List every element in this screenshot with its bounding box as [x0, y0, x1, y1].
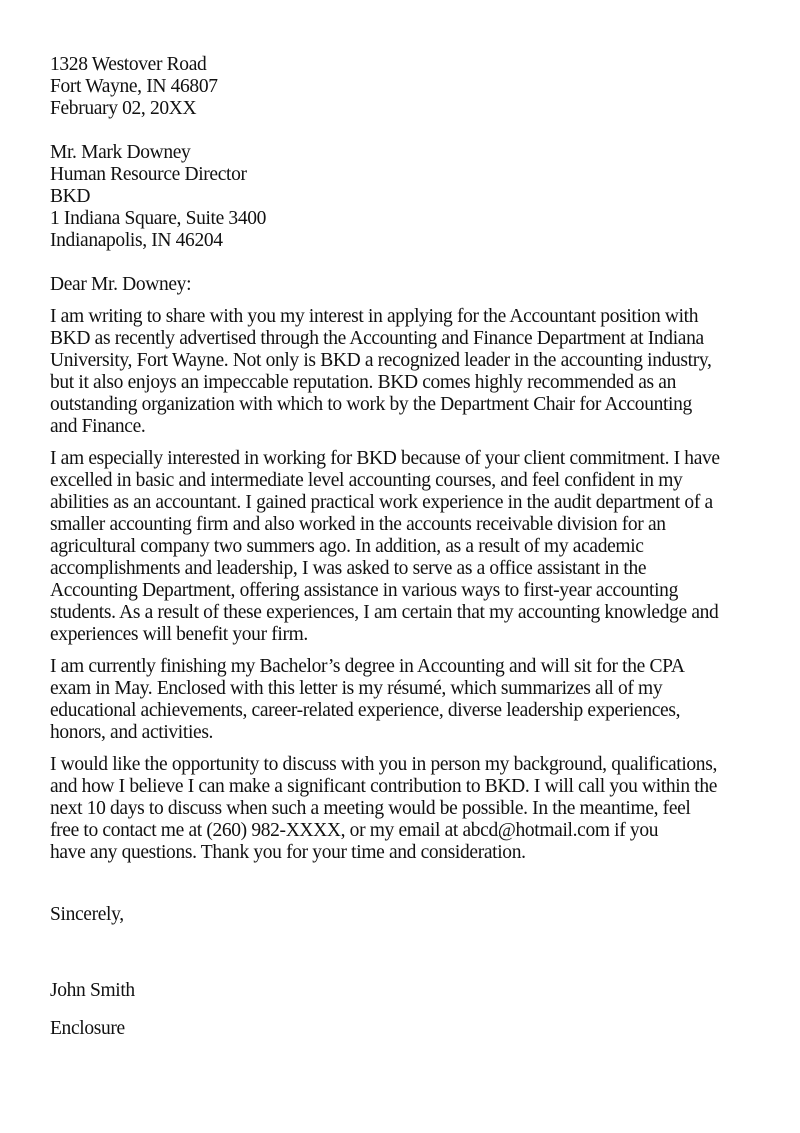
paragraph-contact: [50, 754, 760, 864]
sender-address: [50, 54, 760, 120]
paragraph-line: I would like the opportunity to discuss with you in person my background, qualifications,: [50, 754, 717, 775]
paragraph-line: excelled in basic and intermediate level accounting courses, and feel confident in my: [50, 470, 683, 491]
paragraph-line: I am writing to share with you my interest in applying for the Accountant position with: [50, 306, 699, 327]
paragraph-line: exam in May. Enclosed with this letter is my résumé, which summarizes all of my: [50, 678, 663, 699]
paragraph-line: but it also enjoys an impeccable reputation. BKD comes highly recommended as an: [50, 372, 676, 393]
paragraph-experience: [50, 448, 760, 646]
paragraph-line: agricultural company two summers ago. In addition, as a result of my academic: [50, 536, 644, 557]
enclosure-note: Enclosure: [50, 1018, 125, 1039]
paragraph-line: have any questions. Thank you for your time and consideration.: [50, 842, 526, 863]
recipient-title: Human Resource Director: [50, 164, 247, 185]
recipient-company: BKD: [50, 186, 91, 207]
paragraph-line: and Finance.: [50, 416, 146, 437]
letter-date: February 02, 20XX: [50, 98, 197, 119]
paragraph-line: Accounting Department, offering assistance in various ways to first-year accounting: [50, 580, 678, 601]
paragraph-line: abilities as an accountant. I gained practical work experience in the audit department of a: [50, 492, 713, 513]
recipient-street: 1 Indiana Square, Suite 3400: [50, 208, 267, 229]
paragraph-line: students. As a result of these experiences, I am certain that my accounting knowledge and: [50, 602, 719, 623]
recipient-address: [50, 142, 760, 252]
paragraph-line: I am especially interested in working for BKD because of your client commitment. I have: [50, 448, 720, 469]
paragraph-line: next 10 days to discuss when such a meeting would be possible. In the meantime, feel: [50, 798, 691, 819]
recipient-city: Indianapolis, IN 46204: [50, 230, 223, 251]
paragraph-line: free to contact me at (260) 982-XXXX, or my email at abcd@hotmail.com if you: [50, 820, 659, 841]
paragraph-intro: [50, 306, 760, 438]
paragraph-line: outstanding organization with which to work by the Department Chair for Accounting: [50, 394, 692, 415]
paragraph-line: BKD as recently advertised through the Accounting and Finance Department at Indiana: [50, 328, 704, 349]
recipient-name: Mr. Mark Downey: [50, 142, 191, 163]
letter-page: [50, 54, 760, 1040]
paragraph-line: educational achievements, career-related experience, diverse leadership experiences,: [50, 700, 681, 721]
paragraph-line: accomplishments and leadership, I was asked to serve as a office assistant in the: [50, 558, 647, 579]
paragraph-line: I am currently finishing my Bachelor’s degree in Accounting and will sit for the CPA: [50, 656, 685, 677]
closing: Sincerely,: [50, 904, 124, 925]
sender-city: Fort Wayne, IN 46807: [50, 76, 218, 97]
paragraph-line: University, Fort Wayne. Not only is BKD a recognized leader in the accounting industry,: [50, 350, 712, 371]
paragraph-line: smaller accounting firm and also worked in the accounts receivable division for an: [50, 514, 666, 535]
signature-name: John Smith: [50, 980, 135, 1001]
paragraph-line: and how I believe I can make a significant contribution to BKD. I will call you within the: [50, 776, 718, 797]
paragraph-line: honors, and activities.: [50, 722, 214, 743]
paragraph-line: experiences will benefit your firm.: [50, 624, 308, 645]
salutation: Dear Mr. Downey:: [50, 274, 192, 295]
sender-street: 1328 Westover Road: [50, 54, 207, 75]
paragraph-education: [50, 656, 760, 744]
